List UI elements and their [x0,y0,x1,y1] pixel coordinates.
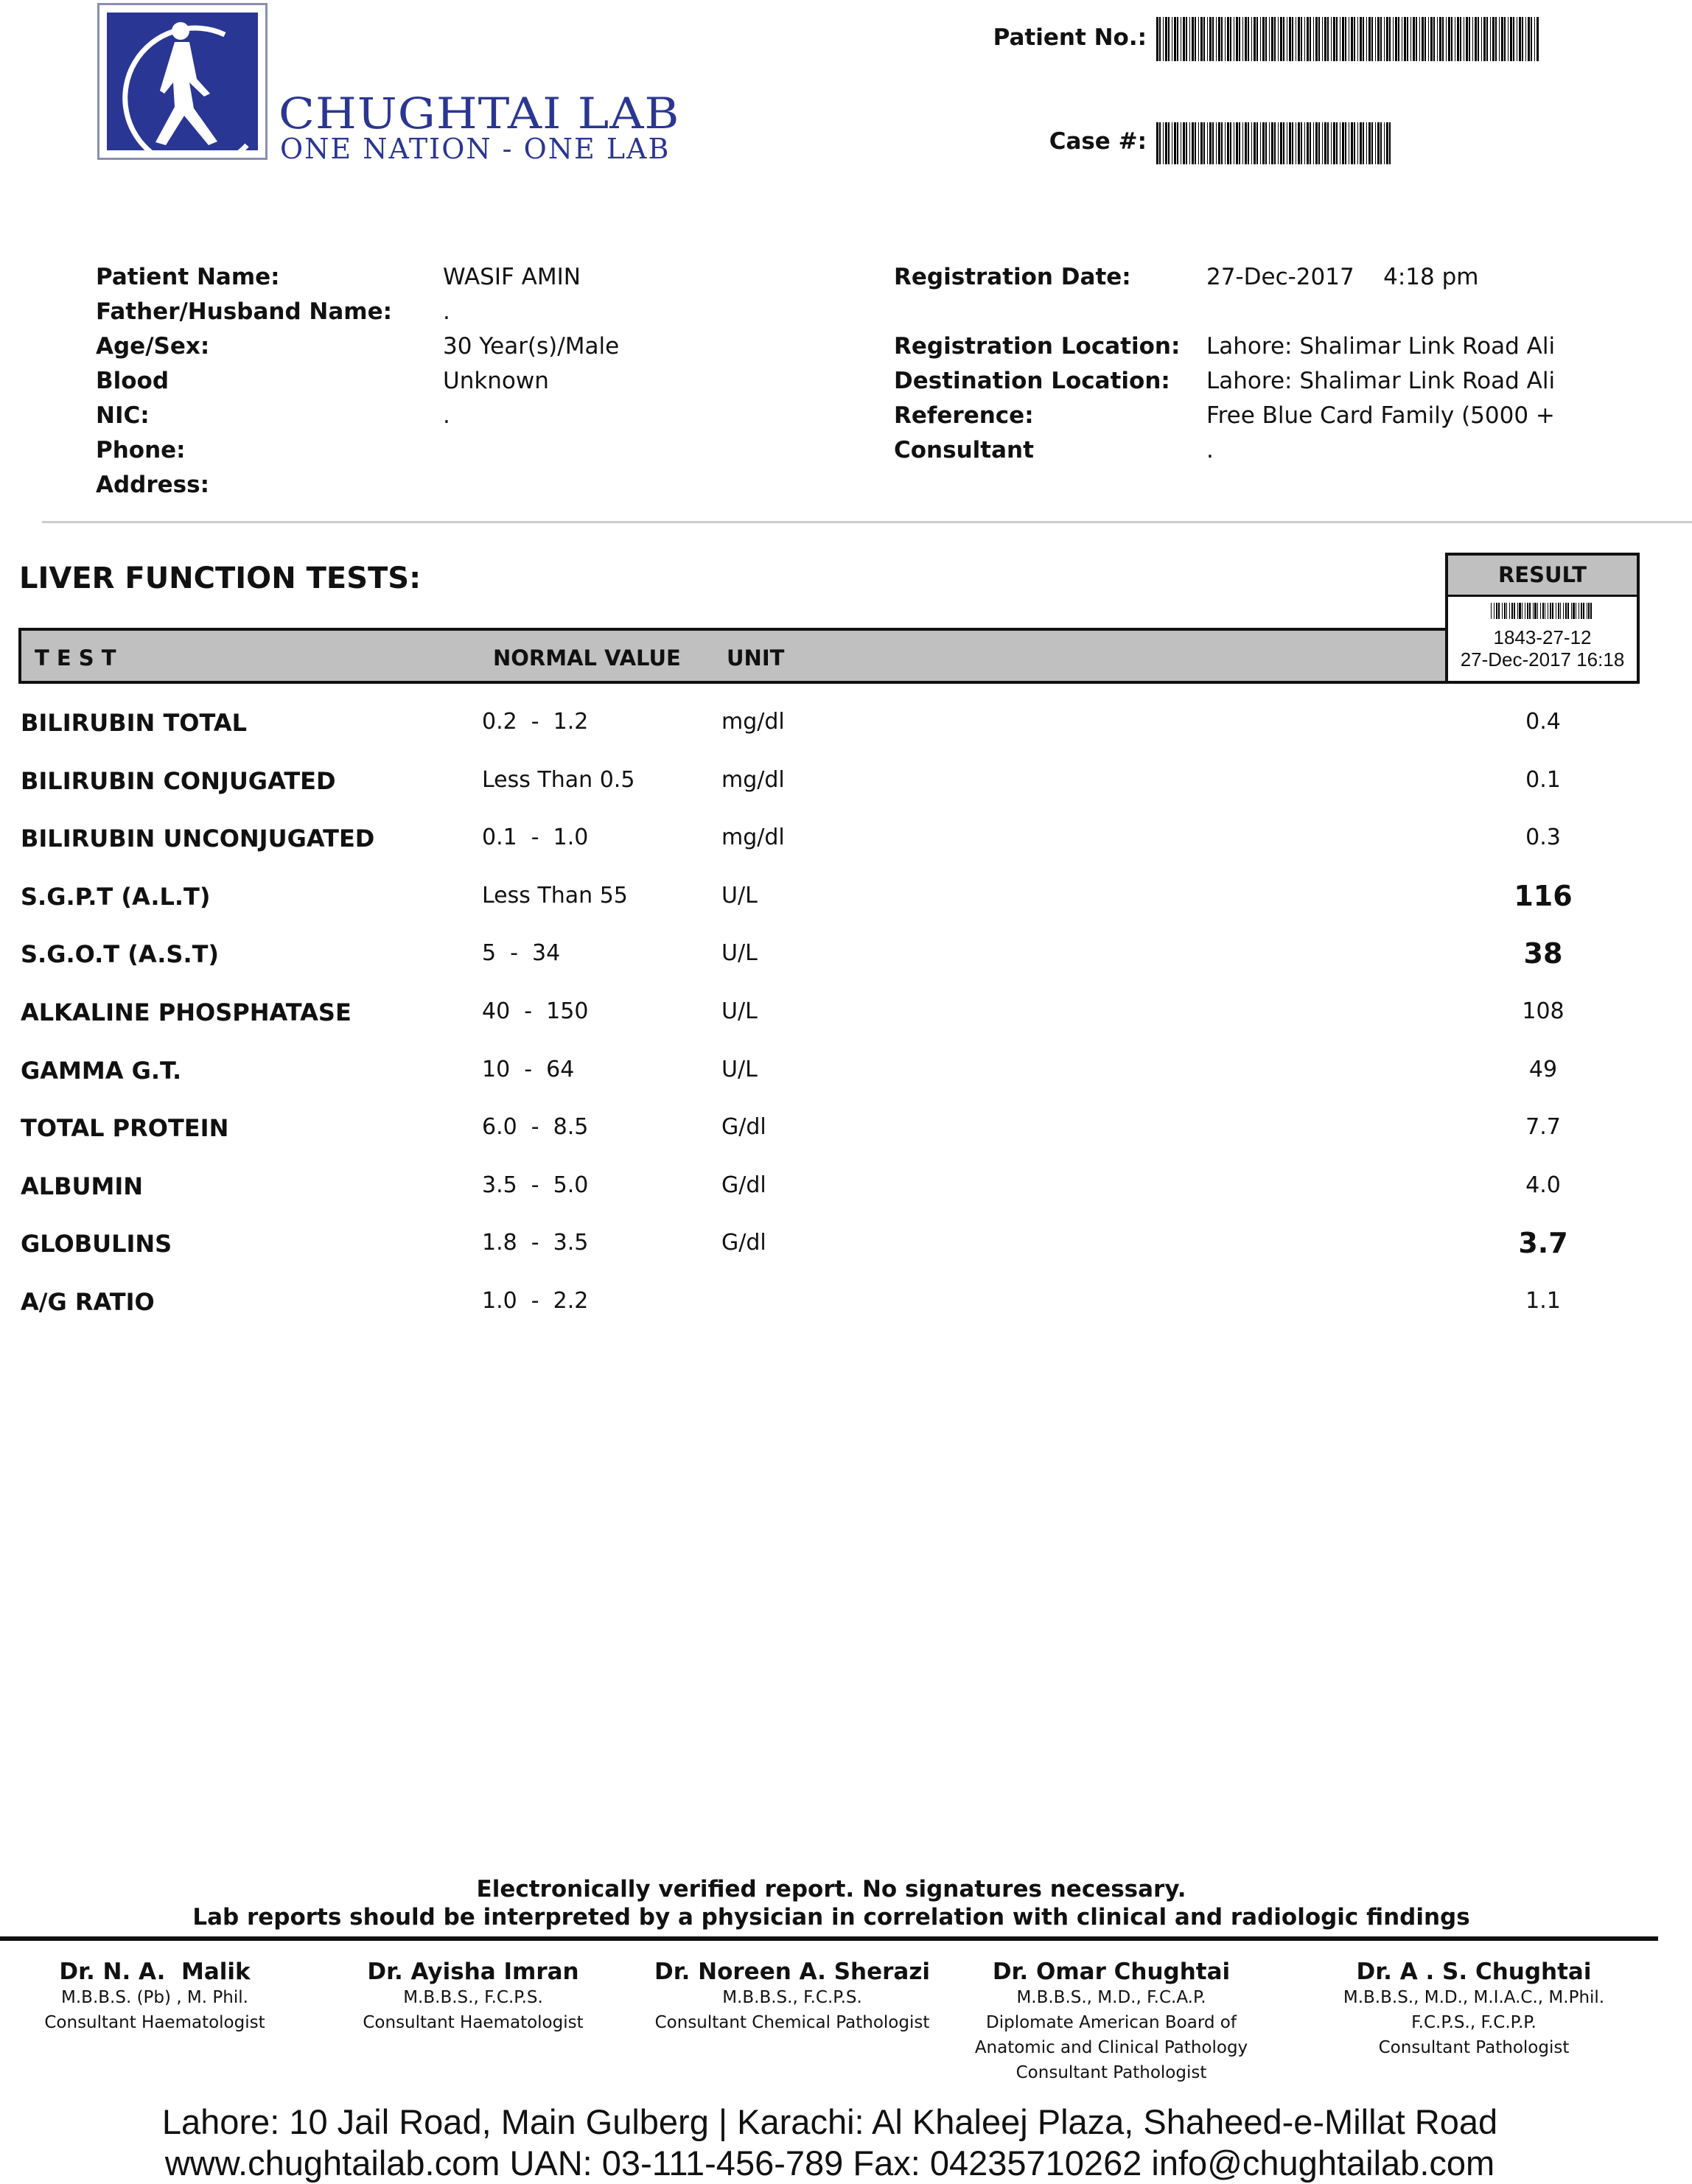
test-name: BILIRUBIN TOTAL [21,709,247,737]
patient-no-label: Patient No.: [993,24,1147,51]
doctor-name: Dr. A . S. Chughtai [1356,1959,1592,1985]
lab-logo [97,3,268,160]
doctor-card [630,1959,954,2035]
patient-field-label: Patient Name: [96,264,280,290]
result-value: 38 [1523,937,1563,970]
table-row [0,998,1692,1056]
doctor-qualification: M.B.B.S., F.C.P.S. [722,1988,862,2007]
result-value: 49 [1528,1056,1558,1082]
result-barcode [1491,603,1594,619]
result-value: 4.0 [1525,1172,1561,1198]
patient-field-label: Father/Husband Name: [96,298,393,325]
normal-value: 40 - 150 [482,998,589,1024]
table-row [0,1288,1692,1345]
normal-value: 5 - 34 [482,940,561,967]
doctor-name: Dr. N. A. Malik [59,1959,251,1985]
registration-field-label: Consultant [894,437,1034,463]
test-name: GLOBULINS [21,1230,172,1259]
result-box [1445,553,1640,684]
unit: G/dl [721,1114,766,1141]
doctor-card [1312,1959,1636,2060]
table-row [0,767,1692,825]
result-value: 3.7 [1518,1227,1568,1260]
col-test: T E S T [35,645,116,671]
result-datetime: 27-Dec-2017 16:18 [1460,648,1625,671]
doctor-qualification: Consultant Pathologist [1378,2038,1570,2057]
result-value: 7.7 [1525,1114,1561,1141]
doctor-qualification: M.B.B.S., F.C.P.S. [403,1988,543,2007]
registration-field-value: Free Blue Card Family (5000 + [1206,402,1555,429]
test-name: A/G RATIO [21,1288,155,1316]
normal-value: 10 - 64 [482,1056,575,1082]
table-row [0,825,1692,882]
unit: U/L [721,998,758,1024]
case-barcode [1156,122,1412,164]
table-row [0,709,1692,766]
interpretation-note: Lab reports should be interpreted by a physician in correlation with clinical and radiologic findings [192,1904,1470,1931]
lab-tagline: ONE NATION - ONE LAB [280,133,671,165]
test-name: ALBUMIN [21,1172,144,1200]
result-value: 1.1 [1525,1288,1561,1314]
patient-field-label: Phone: [96,437,186,463]
test-name: BILIRUBIN UNCONJUGATED [21,825,375,853]
normal-value: 0.2 - 1.2 [482,709,589,735]
normal-value: 6.0 - 8.5 [482,1114,589,1141]
result-value: 108 [1522,998,1565,1024]
patient-field-value: . [443,298,450,325]
patient-field-value: 30 Year(s)/Male [443,333,620,360]
lab-contact: www.chughtailab.com UAN: 03-111-456-789 Fax: 04235710262 info@chughtailab.com [164,2143,1495,2183]
result-value: 0.4 [1525,709,1561,735]
doctor-qualification: Consultant Chemical Pathologist [654,2013,930,2032]
footer-rule [0,1936,1658,1941]
table-header [18,628,1450,684]
normal-value: 0.1 - 1.0 [482,825,589,851]
doctor-name: Dr. Ayisha Imran [367,1959,579,1985]
patient-field-value: . [443,402,450,429]
normal-value: Less Than 0.5 [482,766,635,793]
doctor-qualification: M.B.B.S. (Pb) , M. Phil. [61,1988,248,2007]
result-id: 1843-27-12 [1493,626,1592,648]
lab-address: Lahore: 10 Jail Road, Main Gulberg | Karachi: Al Khaleej Plaza, Shaheed-e-Millat Road [161,2102,1498,2141]
patient-field-label: Address: [96,472,209,498]
unit: G/dl [721,1230,766,1256]
registration-field-label: Destination Location: [894,368,1170,394]
unit: mg/dl [721,766,785,793]
case-label: Case #: [1049,128,1147,155]
test-name: TOTAL PROTEIN [21,1114,229,1143]
registration-field-value: . [1206,437,1214,463]
doctor-card [311,1959,635,2035]
table-row [0,1227,1692,1287]
patient-field-label: Age/Sex: [96,333,210,360]
test-name: S.G.P.T (A.L.T) [21,882,211,911]
unit: mg/dl [721,825,785,851]
unit: mg/dl [721,709,785,735]
test-name: BILIRUBIN CONJUGATED [21,766,336,795]
result-value: 0.3 [1525,825,1561,851]
patient-field-value: WASIF AMIN [443,264,581,290]
doctor-qualification: Consultant Haematologist [44,2013,265,2032]
registration-field-value: 27-Dec-2017 4:18 pm [1206,264,1479,290]
unit: U/L [721,940,758,967]
col-unit: UNIT [727,645,785,671]
verification-note: Electronically verified report. No signatures necessary. [476,1876,1186,1903]
doctor-qualification: Diplomate American Board of [986,2013,1237,2032]
unit: U/L [721,882,758,909]
table-row [0,879,1692,940]
normal-value: 1.0 - 2.2 [482,1288,589,1314]
patient-field-label: NIC: [96,402,150,429]
patient-field-value: Unknown [443,368,549,394]
patient-field-label: Blood [96,368,169,394]
result-header: RESULT [1448,556,1637,597]
registration-field-label: Registration Location: [894,333,1181,360]
report-title: LIVER FUNCTION TESTS: [19,561,422,595]
divider [42,521,1692,523]
walking-man-icon [107,13,258,150]
doctor-name: Dr. Omar Chughtai [992,1959,1231,1985]
doctor-qualification: M.B.B.S., M.D., F.C.A.P. [1016,1988,1206,2007]
col-normal-value: NORMAL VALUE [493,645,681,671]
test-name: GAMMA G.T. [21,1056,182,1085]
registration-field-label: Reference: [894,402,1034,429]
doctor-card [949,1959,1273,2085]
test-name: S.G.O.T (A.S.T) [21,940,220,969]
unit: U/L [721,1056,758,1082]
doctor-card [0,1959,317,2035]
table-row [0,1172,1692,1230]
registration-field-value: Lahore: Shalimar Link Road Ali [1206,333,1556,360]
doctor-qualification: Consultant Pathologist [1015,2063,1207,2082]
unit: G/dl [721,1172,766,1198]
doctor-qualification: Anatomic and Clinical Pathology [974,2038,1248,2057]
doctor-name: Dr. Noreen A. Sherazi [654,1959,931,1985]
normal-value: 3.5 - 5.0 [482,1172,589,1198]
normal-value: 1.8 - 3.5 [482,1230,589,1256]
registration-field-label: Registration Date: [894,264,1131,290]
test-name: ALKALINE PHOSPHATASE [21,998,352,1026]
patient-no-barcode [1156,17,1562,61]
doctor-qualification: M.B.B.S., M.D., M.I.A.C., M.Phil. [1343,1988,1605,2007]
lab-brand-name: CHUGHTAI LAB [279,89,680,139]
doctor-qualification: Consultant Haematologist [363,2013,584,2032]
doctor-qualification: F.C.P.S., F.C.P.P. [1411,2013,1537,2032]
registration-field-value: Lahore: Shalimar Link Road Ali [1206,368,1556,394]
result-value: 0.1 [1525,766,1561,793]
table-row [0,1057,1692,1114]
table-row [0,937,1692,998]
normal-value: Less Than 55 [482,882,628,909]
result-value: 116 [1514,879,1573,912]
table-row [0,1114,1692,1172]
